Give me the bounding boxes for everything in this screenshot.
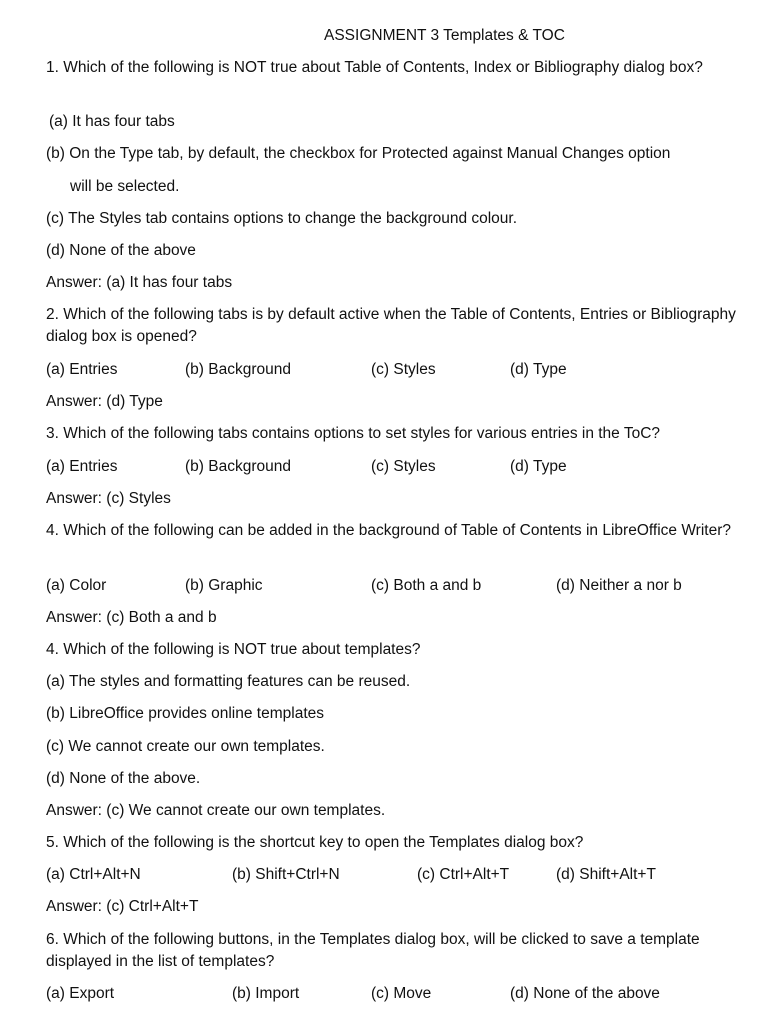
q4b-answer: Answer: (c) We cannot create our own templates. [46, 802, 386, 819]
q2-option-d: (d) Type [510, 361, 567, 378]
q2-option-b: (b) Background [185, 361, 291, 378]
q5-option-b: (b) Shift+Ctrl+N [232, 866, 340, 883]
q1-option-a: (a) It has four tabs [49, 113, 175, 130]
q3-option-d: (d) Type [510, 458, 567, 475]
question-1: 1. Which of the following is NOT true about Table of Contents, Index or Bibliography dialog box? [46, 59, 703, 76]
q3-option-b: (b) Background [185, 458, 291, 475]
q4b-option-a: (a) The styles and formatting features can be reused. [46, 673, 411, 690]
question-3: 3. Which of the following tabs contains options to set styles for various entries in the ToC? [46, 425, 661, 442]
q4b-option-c: (c) We cannot create our own templates. [46, 738, 325, 755]
q5-option-c: (c) Ctrl+Alt+T [417, 866, 510, 883]
q6-option-d: (d) None of the above [510, 985, 660, 1002]
q5-option-d: (d) Shift+Alt+T [556, 866, 656, 883]
question-2: 2. Which of the following tabs is by default active when the Table of Contents, Entries or Bibliography dialog box is opened? [46, 306, 736, 345]
question-4-background: 4. Which of the following can be added in the background of Table of Contents in LibreOffice Writer? [46, 522, 731, 539]
q2-option-c: (c) Styles [371, 361, 436, 378]
q2-answer: Answer: (d) Type [46, 393, 163, 410]
document-title: ASSIGNMENT 3 Templates & TOC [324, 27, 565, 44]
q3-answer: Answer: (c) Styles [46, 490, 171, 507]
q6-option-c: (c) Move [371, 985, 432, 1002]
question-6: 6. Which of the following buttons, in the Templates dialog box, will be clicked to save a template displayed in the list of templates? [46, 931, 700, 970]
q5-answer: Answer: (c) Ctrl+Alt+T [46, 898, 199, 915]
q3-option-a: (a) Entries [46, 458, 118, 475]
q4a-option-c: (c) Both a and b [371, 577, 482, 594]
q6-option-a: (a) Export [46, 985, 115, 1002]
question-4-templates: 4. Which of the following is NOT true about templates? [46, 641, 421, 658]
q4b-option-d: (d) None of the above. [46, 770, 201, 787]
q2-option-a: (a) Entries [46, 361, 118, 378]
q4b-option-b: (b) LibreOffice provides online templates [46, 705, 324, 722]
q1-option-b-continued: will be selected. [70, 178, 180, 195]
q4a-option-b: (b) Graphic [185, 577, 263, 594]
q4a-option-d: (d) Neither a nor b [556, 577, 682, 594]
q1-option-c: (c) The Styles tab contains options to change the background colour. [46, 210, 518, 227]
q4a-answer: Answer: (c) Both a and b [46, 609, 217, 626]
q1-answer: Answer: (a) It has four tabs [46, 274, 233, 291]
q1-option-d: (d) None of the above [46, 242, 196, 259]
question-5: 5. Which of the following is the shortcut key to open the Templates dialog box? [46, 834, 584, 851]
q4a-option-a: (a) Color [46, 577, 107, 594]
q1-option-b: (b) On the Type tab, by default, the checkbox for Protected against Manual Changes option [46, 145, 671, 162]
q6-option-b: (b) Import [232, 985, 300, 1002]
q5-option-a: (a) Ctrl+Alt+N [46, 866, 141, 883]
q3-option-c: (c) Styles [371, 458, 436, 475]
